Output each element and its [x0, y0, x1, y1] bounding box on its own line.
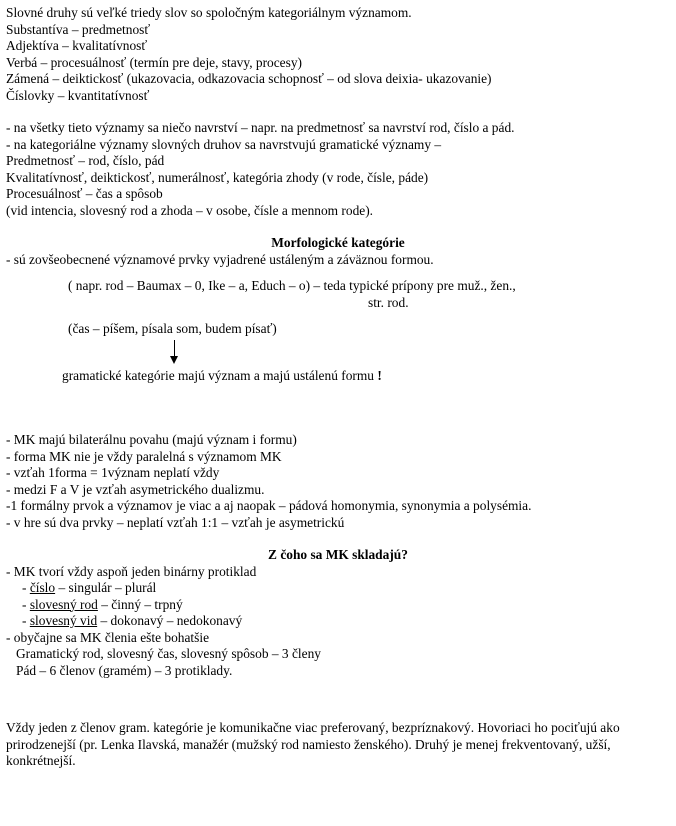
- list-item: [6, 597, 670, 614]
- text-line: Kvalitatívnosť, deiktickosť, numerálnosť, kategória zhody (v rode, čísle, páde): [6, 169, 429, 185]
- definition-line: - sú zovšeobecnené významové prvky vyjadrené ustáleným a záväznou formou.: [6, 251, 434, 267]
- document-page: [6, 5, 670, 770]
- text-line: Verbá – procesuálnosť (termín pre deje, stavy, procesy): [6, 54, 302, 70]
- text-line: - forma MK nie je vždy paralelná s významom MK: [6, 448, 282, 464]
- text-line: Číslovky – kvantitatívnosť: [6, 87, 150, 103]
- text-line: Substantíva – predmetnosť: [6, 21, 151, 37]
- text-line: Slovné druhy sú veľké triedy slov so spoločným kategoriálnym významom.: [6, 5, 412, 20]
- text-line: Pád – 6 členov (gramém) – 3 protiklady.: [16, 662, 233, 678]
- dash-mark: -: [22, 613, 30, 628]
- down-arrow-icon: [6, 338, 670, 368]
- text-line: - MK tvorí vždy aspoň jeden binárny protiklad: [6, 563, 257, 579]
- text-line: Procesuálnosť – čas a spôsob: [6, 186, 163, 201]
- heading-morphological-categories: Morfologické kategórie: [271, 235, 405, 250]
- conclusion-line: [6, 368, 670, 385]
- dash-mark: -: [22, 580, 30, 595]
- heading-mk-composition: Z čoho sa MK skladajú?: [268, 547, 408, 562]
- term-underlined: číslo: [29, 580, 56, 595]
- text-line: -1 formálny prvok a významov je viac a aj naopak – pádová homonymia, synonymia a polysémia.: [6, 498, 532, 513]
- example-gender-cont: str. rod.: [368, 294, 409, 310]
- section-word-classes: [6, 5, 670, 104]
- list-item: [6, 580, 670, 597]
- term-rest: – činný – trpný: [97, 596, 183, 612]
- text-line: - v hre sú dva prvky – neplatí vzťah 1:1 – vzťah je asymetrickú: [6, 514, 345, 530]
- text-line: - obyčajne sa MK členia ešte bohatšie: [6, 629, 210, 645]
- term-rest: – singulár – plurál: [55, 580, 157, 595]
- text-line: Adjektíva – kvalitatívnosť: [6, 38, 148, 53]
- exclamation-mark: !: [377, 367, 382, 383]
- text-line: - MK majú bilaterálnu povahu (majú význam i formu): [6, 432, 297, 447]
- final-paragraph: Vždy jeden z členov gram. kategórie je komunikačne viac preferovaný, bezpríznakový. Hovoriaci ho pociťujú ako prirodzenejší (pr. Lenka Ilavská, manažér (mužský rod namiesto ženského). Druhý je menej frekventovaný, užší, konkrétnejší.: [6, 720, 620, 768]
- term-underlined: slovesný rod: [29, 596, 98, 612]
- example-tense: (čas – píšem, písala som, budem písať): [68, 321, 277, 336]
- text-line: - na všetky tieto významy sa niečo navrství – napr. na predmetnosť sa navrství rod, číslo a pád.: [6, 120, 515, 135]
- list-item: [6, 613, 670, 630]
- term-rest: – dokonavý – nedokonavý: [97, 613, 243, 628]
- dash-mark: -: [22, 596, 30, 612]
- text-line: Gramatický rod, slovesný čas, slovesný spôsob – 3 členy: [16, 646, 321, 661]
- section-mk-properties: [6, 432, 670, 531]
- text-line: Zámená – deiktickosť (ukazovacia, odkazovacia schopnosť – od slova deixia- ukazovanie): [6, 71, 492, 86]
- text-line: Predmetnosť – rod, číslo, pád: [6, 153, 165, 168]
- section-grammatical-meanings: [6, 120, 670, 219]
- text-line: - vzťah 1forma = 1význam neplatí vždy: [6, 465, 220, 480]
- text-line: - na kategoriálne významy slovných druhov sa navrstvujú gramatické významy –: [6, 136, 442, 152]
- term-underlined: slovesný vid: [29, 613, 98, 628]
- example-gender: ( napr. rod – Baumax – 0, Ike – a, Educh – o) – teda typické prípony pre muž., žen.,: [68, 278, 516, 293]
- text-line: (vid intencia, slovesný rod a zhoda – v osobe, čísle a mennom rode).: [6, 202, 374, 218]
- text-line: - medzi F a V je vzťah asymetrického dualizmu.: [6, 481, 265, 497]
- conclusion-text: gramatické kategórie majú význam a majú ustálenú formu: [62, 367, 374, 383]
